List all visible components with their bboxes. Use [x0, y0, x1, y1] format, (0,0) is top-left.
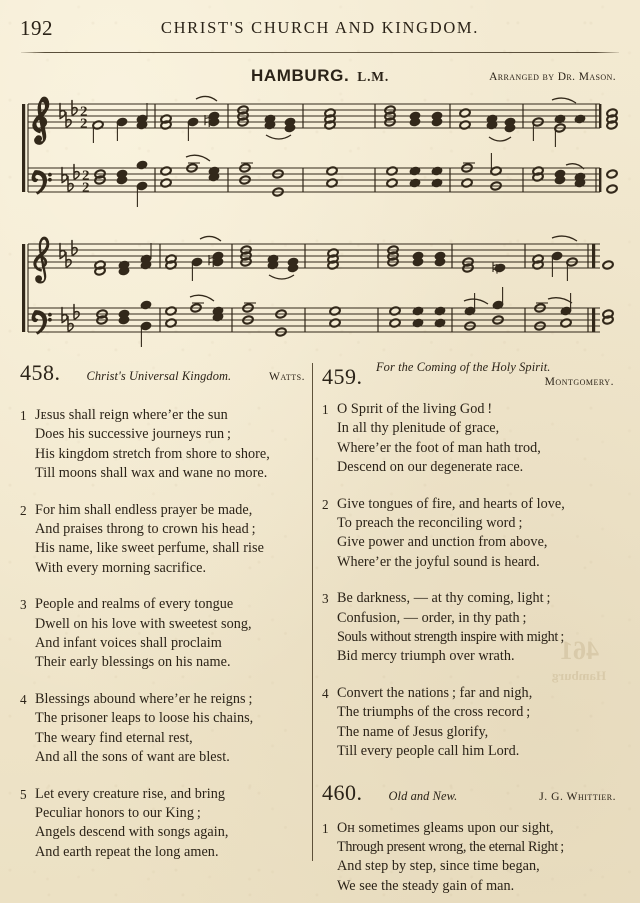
verse-line: Dwell on his love with sweetest song, [35, 615, 252, 632]
verse-number: 3 [322, 591, 329, 607]
verse-line: And step by step, since time began, [337, 858, 540, 875]
verse-line: And praises throng to crown his head ; [35, 521, 256, 538]
verse-line: O Spɪrit of the living God ! [337, 401, 493, 417]
hymn-460-heading [322, 780, 616, 810]
verse-line: Let every creature rise, and bring [35, 785, 225, 802]
hymn-459-heading [322, 360, 616, 394]
verse-line: His kingdom stretch from shore to shore, [35, 445, 270, 462]
verse-line: Blessings abound where’er he reigns ; [35, 690, 253, 707]
verse-line: Peculiar honors to our King ; [35, 804, 201, 821]
verse-line: Jᴇsus shall reign where’er the sun [35, 407, 228, 423]
header-rule [21, 52, 619, 53]
verse-line: People and realms of every tongue [35, 596, 234, 613]
verse-lines [35, 785, 305, 863]
verse-line: Through present wrong, the eternal Right ; [337, 838, 564, 855]
verse [322, 589, 616, 667]
verse-line: And earth repeat the long amen. [35, 843, 219, 860]
page-bleed-through: 461 [560, 636, 599, 665]
verse-number: 4 [322, 685, 329, 701]
hymn-author: Montgomery. [544, 375, 614, 388]
verse [20, 501, 305, 579]
verse-number: 1 [20, 408, 27, 423]
verse-line: Souls without strength inspire with might ; [337, 629, 565, 646]
verse-number: 5 [20, 786, 27, 802]
svg-text:2: 2 [80, 104, 88, 120]
verse-lines [35, 501, 305, 579]
page-number: 192 [20, 16, 53, 40]
verse-line: His name, like sweet perfume, shall rise [35, 540, 264, 557]
verse [322, 495, 616, 573]
verse-line: And all the sons of want are blest. [35, 749, 230, 766]
svg-text:2: 2 [80, 116, 88, 132]
verse-line: Convert the nations ; far and nigh, [337, 684, 533, 701]
verse-line: Give tongues of fire, and hearts of love, [337, 495, 565, 512]
hymn-author: Watts. [269, 370, 305, 383]
verse-number: 1 [322, 402, 329, 417]
verse-lines [337, 684, 616, 762]
verse-number: 2 [322, 496, 329, 512]
hymn-author: J. G. Whittier. [539, 789, 616, 803]
svg-text:2: 2 [82, 168, 90, 184]
verse [20, 595, 305, 673]
verse-line: In all thy plenitude of grace, [337, 420, 500, 437]
verse-line: Their early blessings on his name. [35, 654, 231, 671]
verse-line: Angels descend with songs again, [35, 824, 229, 841]
hymn-topic: Old and New. [388, 788, 458, 803]
left-column [20, 360, 305, 862]
tune-meter: L.M. [357, 69, 389, 84]
verse-line: Oʜ sometimes gleams upon our sight, [337, 819, 554, 836]
verse-number: 1 [322, 820, 329, 836]
verse-line: To preach the reconciling word ; [337, 515, 523, 532]
verse-number: 3 [20, 597, 27, 613]
hymn-text-columns [0, 360, 640, 894]
verse-line: Be darkness, — at thy coming, light ; [337, 590, 551, 607]
verse [20, 406, 305, 484]
verse-line: Till every people call him Lord. [337, 743, 520, 760]
verse-line: Till moons shall wax and wane no more. [35, 465, 268, 482]
verse-line: For him shall endless prayer be made, [35, 501, 253, 518]
hymn-458-heading [20, 360, 305, 390]
verse-line: The prisoner leaps to loose his chains, [35, 710, 254, 727]
tune-arranger: Arranged by Dr. Mason. [489, 71, 616, 83]
verse-line: With every morning sacrifice. [35, 559, 207, 576]
verse-line: Does his successive journeys run ; [35, 426, 232, 443]
hymn-number[interactable]: 458. [20, 360, 61, 385]
verse [20, 690, 305, 768]
hymn-number[interactable]: 460. [322, 779, 363, 805]
verse-line: And infant voices shall proclaim [35, 635, 222, 652]
verse-lines [337, 400, 616, 478]
verse-line: The weary find eternal rest, [35, 729, 193, 746]
page-bleed-through: Hamburg [552, 668, 607, 683]
verse-line: Confusion, — order, in thy path ; [337, 609, 527, 626]
verse-lines [337, 589, 616, 667]
hymn-topic: Christ's Universal Kingdom. [86, 369, 232, 383]
svg-text:2: 2 [82, 180, 90, 196]
verse [20, 785, 305, 863]
verse-lines [337, 495, 616, 573]
music-notation [0, 95, 640, 360]
verse-lines [35, 690, 305, 768]
verse-lines [35, 595, 305, 673]
running-head: CHRIST'S CHURCH AND KINGDOM. [160, 18, 480, 37]
verse [322, 684, 616, 762]
verse-line: Descend on our degenerate race. [337, 459, 524, 476]
column-divider-rule [312, 363, 313, 861]
verse-line: Where’er the foot of man hath trod, [337, 439, 541, 456]
verse-lines [35, 406, 305, 484]
verse [322, 819, 616, 897]
verse-line: The name of Jesus glorify, [337, 723, 489, 740]
verse [322, 400, 616, 478]
verse-line: The triumphs of the cross record ; [337, 704, 531, 721]
verse-line: We see the steady gain of man. [337, 877, 515, 894]
verse-number: 4 [20, 691, 27, 707]
verse-lines [337, 819, 616, 897]
right-column [322, 360, 616, 896]
verse-line: Bid mercy triumph over wrath. [337, 648, 515, 665]
verse-number: 2 [20, 502, 27, 518]
verse-line: Where’er the joyful sound is heard. [337, 553, 540, 570]
verse-line: Give power and unction from above, [337, 534, 548, 551]
hymn-number[interactable]: 459. [322, 364, 363, 389]
tune-name: HAMBURG. [251, 66, 350, 85]
hymn-topic: For the Coming of the Holy Spirit. [376, 360, 551, 374]
